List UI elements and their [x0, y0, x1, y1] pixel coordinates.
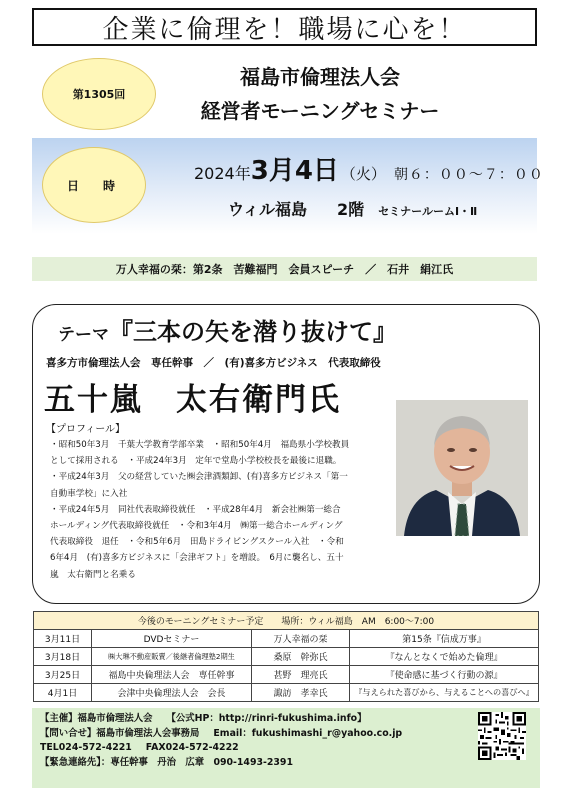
- datetime-label: 日 時: [66, 178, 121, 193]
- inquiry-label: 【問い合せ】: [40, 727, 97, 739]
- hp-label: 【公式HP：: [166, 713, 219, 724]
- venue-floor: 2階: [337, 200, 365, 219]
- row-topic: 『与えられた喜びから、与えることへの喜びへ』: [350, 684, 539, 702]
- profile-body: [50, 437, 380, 583]
- table-row: [34, 630, 539, 648]
- profile-line: 代表取締役 退任 ・令和5年6月 田島ドライビングスクール入社 ・令和: [50, 537, 344, 548]
- date-line: [194, 150, 544, 187]
- table-row: [34, 666, 539, 684]
- profile-line: ・平成24年3月 父の経営していた㈱会津酒類卸、(有)喜多方ビジネス「第一: [50, 472, 348, 483]
- inquiry-office: 福島市倫理法人会事務局: [96, 727, 200, 739]
- row-event: DVDセミナー: [92, 630, 252, 648]
- qr-code-graphic: [478, 712, 526, 760]
- row-speaker: 桑原 幹弥氏: [252, 648, 350, 666]
- contact-host-line: [40, 712, 402, 727]
- profile-line: 嵐 太右衛門と名乗る: [50, 569, 136, 580]
- row-event: ㈱大琳不動産販賣／後継者倫理塾2期生: [92, 648, 252, 666]
- profile-line: ・平成24年5月 同社代表取締役就任 ・平成28年4月 新会社㈱第一総合: [50, 504, 341, 515]
- profile-line: 自動車学校」に入社: [50, 488, 128, 499]
- venue-room: セミナールームⅠ・Ⅱ: [378, 205, 478, 218]
- contact-tel: TEL024-572-4221: [40, 742, 132, 753]
- hp-url[interactable]: http://rinri-fukushima.info】: [218, 713, 367, 724]
- profile-line: ・昭和50年3月 千葉大学教育学部卒業 ・昭和50年4月 福島県小学校教員: [50, 440, 350, 450]
- venue-name: ウィル福島: [228, 200, 308, 219]
- row-speaker: 諏訪 孝幸氏: [252, 684, 350, 702]
- date-time: 朝６：００～７：００: [393, 167, 544, 183]
- org-title: [150, 60, 490, 128]
- row-topic: 『使命感に基づく行動の源』: [350, 666, 539, 684]
- theme-text: 『三本の矢を潜り抜けて』: [109, 317, 397, 346]
- row-date: 3月25日: [34, 666, 92, 684]
- row-event: 福島中央倫理法人会 専任幹事: [92, 666, 252, 684]
- speaker-name: 五十嵐 太右衛門氏: [44, 382, 341, 418]
- speaker-affiliation: 喜多方市倫理法人会 専任幹事 ／ (有)喜多方ビジネス 代表取締役: [46, 357, 381, 369]
- org-name: 福島市倫理法人会: [240, 65, 400, 89]
- venue-line: [228, 197, 477, 220]
- datetime-label-badge: [42, 147, 146, 223]
- qr-code-icon: [478, 712, 526, 760]
- member-speech-bar: [32, 257, 537, 281]
- table-heading: 今後のモーニングセミナー予定 場所：ウィル福島 AM 6:00～7:00: [34, 612, 539, 630]
- contact-email[interactable]: Email：fukushimashi_r@yahoo.co.jp: [213, 727, 403, 739]
- contact-emergency-line: [40, 756, 402, 771]
- host-label: 【主催】: [40, 713, 78, 724]
- profile-line: ホールディング代表取締役就任 ・令和3年4月 ㈱第一総合ホールディング: [50, 521, 343, 532]
- event-name: 経営者モーニングセミナー: [200, 99, 440, 123]
- emergency-label: 【緊急連絡先】：: [40, 756, 111, 768]
- profile-line: として採用される ・平成24年3月 定年で堂島小学校校長を最後に退職。: [50, 456, 342, 467]
- contact-phone-line: [40, 741, 402, 756]
- speaker-photo: [396, 400, 528, 536]
- date-month-day: 3月4日: [250, 156, 339, 186]
- theme-label: テーマ: [58, 325, 109, 345]
- row-date: 4月1日: [34, 684, 92, 702]
- host-name: 福島市倫理法人会: [77, 713, 153, 724]
- table-row: [34, 648, 539, 666]
- session-number-badge: [42, 58, 156, 130]
- contact-inquiry-line: [40, 727, 402, 742]
- header-slogan: [32, 8, 537, 46]
- row-topic: 『なんとなくで始めた倫理』: [350, 648, 539, 666]
- speaker-portrait-image: [396, 400, 528, 536]
- row-speaker: 万人幸福の栞: [252, 630, 350, 648]
- table-header-row: [34, 612, 539, 630]
- emergency-contact: 専任幹事 丹治 広章 090-1493-2391: [110, 756, 293, 768]
- date-weekday: （火）: [340, 165, 386, 183]
- contact-fax: FAX024-572-4222: [145, 742, 239, 753]
- row-speaker: 甚野 理亮氏: [252, 666, 350, 684]
- table-row: [34, 684, 539, 702]
- row-event: 会津中央倫理法人会 会長: [92, 684, 252, 702]
- date-year: 2024年: [194, 164, 251, 183]
- slogan-text: 企業に倫理を！職場に心を！: [102, 14, 467, 45]
- row-date: 3月11日: [34, 630, 92, 648]
- upcoming-seminar-table: [33, 611, 539, 702]
- profile-line: 6年4月 (有)喜多方ビジネスに「会津ギフト」を増設。 6月に襲名し、五十: [50, 553, 344, 564]
- row-date: 3月18日: [34, 648, 92, 666]
- member-speech-text: 万人幸福の栞：第2条 苦難福門 会員スピーチ ／ 石井 絹江氏: [115, 263, 454, 276]
- contact-lines: [40, 712, 402, 770]
- session-number: 第1305回: [72, 88, 126, 101]
- row-topic: 第15条『信成万事』: [350, 630, 539, 648]
- theme-title: [58, 312, 397, 347]
- profile-heading: 【プロフィール】: [46, 424, 125, 435]
